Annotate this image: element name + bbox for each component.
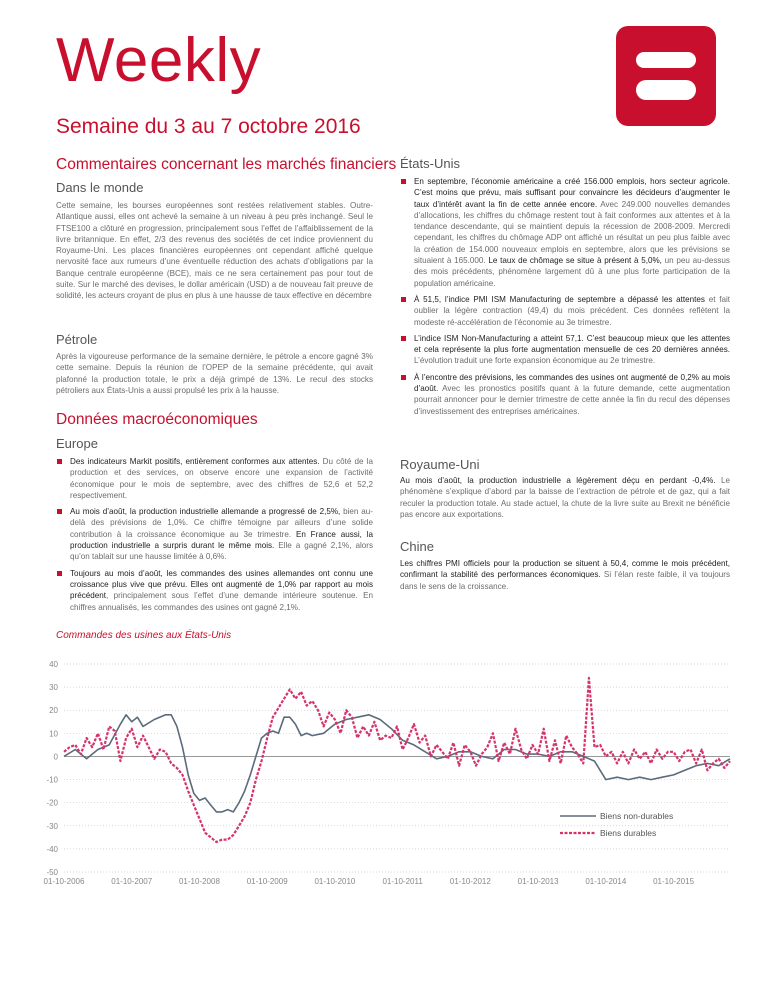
uk-text: Le phénomène s’explique d’abord par la baisse de l’extraction de pétrole et de gaz, qui a fait reculer la production totale. Au stade actuel, la chute de la livre suite au Brexit ne bénéficie pas encore aux exportations. [400, 476, 730, 519]
china-heading: Chine [400, 539, 434, 554]
bullet-square-icon [57, 571, 62, 576]
china-bold: Les chiffres PMI officiels pour la production se situent à 50,4, comme le mois précédent, confirmant la stabilité des performances économiques. [400, 559, 730, 580]
logo-icon [616, 26, 716, 126]
item-text: et fait oublier la légère contraction (49,4) du mois précédent. Ces données reflètent la modeste ré-accélération de l’économie au 3e trimestre. [414, 294, 731, 327]
europe-list [56, 456, 373, 618]
list-item [400, 333, 730, 367]
y-tick-label: 30 [49, 683, 58, 693]
legend-label: Biens non-durables [600, 811, 674, 821]
item-text: L’évolution traduit une forte expansion économique au 2e trimestre. [414, 356, 656, 366]
uk-bold: Au mois d’août, la production industrielle a légèrement déçu en perdant -0,4%. [400, 476, 716, 485]
europe-heading: Europe [56, 436, 98, 451]
bullet-square-icon [401, 297, 406, 302]
item-text: Avec les pronostics positifs quant à la future demande, cette augmentation pourrait annoncer pour le dernier trimestre de cette année la fin du recul des dépenses d’investissement des entreprises américaines. [414, 384, 730, 416]
week-heading: Semaine du 3 au 7 octobre 2016 [56, 115, 361, 138]
x-tick-label: 01-10-2010 [314, 877, 356, 886]
legend-label: Biens durables [600, 828, 657, 838]
item-bold: À l’encontre des prévisions, les commandes des usines ont augmenté de 0,2% au mois d’août. [414, 372, 730, 394]
x-tick-label: 01-10-2013 [517, 877, 559, 886]
y-tick-label: 20 [49, 706, 58, 716]
bullet-square-icon [401, 179, 406, 184]
world-paragraph: Cette semaine, les bourses européennes sont restées relativement stables. Outre-Atlantique aussi, elles ont achevé la semaine à un niveau à peu près inchangé. Seul le FTSE100 a clôturé en progression, principalement sous l’effet de l’affaiblissement de la livre britannique. En effet, 2/3 des revenus des sociétés de cet indice proviennent du Royaume-Uni. Les places financières européennes ont cependant affiché quelque nervosité face aux rumeurs d’une éventuelle réduction des achats d’obligations par la Banque centrale européenne (BCE), mais ce ne sera certainement pas pour tout de suite. Sur le marché des devises, le dollar américain (USD) a de nouveau fait preuve de solidité, les acteurs croyant de plus en plus à une hausse de taux effective en décembre [56, 201, 373, 301]
x-tick-label: 01-10-2006 [43, 877, 85, 886]
bullet-square-icon [401, 375, 406, 380]
uk-heading: Royaume-Uni [400, 457, 480, 472]
markets-heading: Commentaires concernant les marchés financiers [56, 156, 397, 173]
list-item [56, 568, 373, 613]
brand-title: Weekly [56, 26, 262, 95]
x-tick-label: 01-10-2015 [653, 877, 695, 886]
item-text: un peu au-dessus des mois précédents, phénomène largement dû à une plus forte participation de la population américaine. [414, 256, 730, 288]
x-tick-label: 01-10-2007 [111, 877, 153, 886]
x-tick-label: 01-10-2012 [449, 877, 491, 886]
item-bold: Au mois d’août, la production industrielle allemande a progressé de 2,5%, [70, 507, 341, 517]
y-tick-label: -50 [46, 868, 58, 877]
item-text: Avec 249.000 nouvelles demandes d’allocations, les chiffres du chômage restent tout à fait conformes aux attentes et à la tendance descendante, qui se maintient depuis la récession de 2008-2009. Mercredi cependant, les chiffres du chômage ADP ont affiché un résultat un peu plus faible avec la création de 154.000 nouveaux emplois en septembre, alors que les prévisions se situaient à 165.000. [414, 199, 730, 266]
bullet-square-icon [57, 459, 62, 464]
chart-title: Commandes des usines aux États-Unis [56, 630, 232, 641]
world-heading: Dans le monde [56, 180, 144, 195]
y-tick-label: 0 [53, 752, 58, 762]
china-paragraph [400, 558, 730, 592]
item-bold: Des indicateurs Markit positifs, entièrement conformes aux attentes. [70, 457, 320, 466]
x-tick-label: 01-10-2008 [178, 877, 220, 886]
item-bold: L’indice ISM Non-Manufacturing a atteint 57,1. C’est beaucoup mieux que les attentes et cela représente la plus forte augmentation mensuelle de ces 20 dernières années. [414, 333, 730, 355]
y-tick-label: -20 [46, 798, 58, 808]
us-list [400, 176, 730, 422]
oil-paragraph: Après la vigoureuse performance de la semaine dernière, le pétrole a encore gagné 3% cette semaine. Depuis la réunion de l’OPEP de la semaine précédente, qui avait plafonné la production totale, le prix a déjà grimpé de 13%. Le recul des stocks pétroliers aux États-Unis a aussi propulsé les prix à la hausse. [56, 352, 373, 395]
item-text: Elle a gagné 2,1%, alors qu’on tablait sur une hausse limitée à 0,6%. [70, 541, 373, 562]
list-item [56, 506, 373, 562]
y-tick-label: -30 [46, 821, 58, 831]
factory-orders-chart [40, 650, 740, 890]
list-item [400, 294, 730, 328]
y-tick-label: -40 [46, 844, 58, 854]
us-heading: États-Unis [400, 156, 460, 171]
uk-paragraph [400, 475, 730, 520]
bullet-square-icon [401, 336, 406, 341]
macro-heading: Données macroéconomiques [56, 411, 258, 428]
oil-heading: Pétrole [56, 332, 98, 347]
china-text: Si l’élan reste faible, il va toujours dans le sens de la croissance. [400, 570, 730, 591]
item-bold: À 51,5, l’indice PMI ISM Manufacturing de septembre a dépassé les attentes [414, 294, 705, 304]
y-tick-label: 10 [49, 729, 58, 739]
item-bold: Le taux de chômage se situe à présent à 5,0%, [488, 256, 662, 266]
x-tick-label: 01-10-2009 [246, 877, 288, 886]
x-tick-label: 01-10-2014 [585, 877, 627, 886]
bullet-square-icon [57, 509, 62, 514]
item-text: bien au-delà des prévisions de 1,0%. Ce chiffre témoigne par ailleurs d’une solide contribution à la croissance économique au 3e trimestre. [70, 507, 373, 539]
list-item [56, 456, 373, 501]
item-bold: Toujours au mois d’août, les commandes des usines allemandes ont connu une croissance plus vive que prévu. Elles ont augmenté de 1,0% par rapport au mois précédent [70, 568, 373, 601]
x-tick-label: 01-10-2011 [382, 877, 423, 886]
list-item [400, 176, 730, 289]
item-bold: En France aussi, la production industrielle a surpris durant le même mois. [70, 529, 374, 551]
item-text: , principalement sous l’effet d’une demande intérieure soutenue. En chiffres annualisés, les commandes des usines ont gagné 2,1%. [70, 591, 373, 612]
list-item [400, 372, 730, 417]
y-tick-label: 40 [49, 660, 58, 669]
item-bold: En septembre, l’économie américaine a créé 156.000 emplois, hors secteur agricole. C’est moins que prévu, mais suffisant pour convaincre les décideurs d’augmenter le taux d’intérêt avant la fin de cette année encore. [414, 177, 730, 209]
item-text: Du côté de la production et des services, on observe encore une expansion de l’activité économique pour le mois de septembre, avec des chiffres de 52,6 et 52,2 respectivement. [70, 457, 373, 500]
y-tick-label: -10 [46, 775, 58, 785]
